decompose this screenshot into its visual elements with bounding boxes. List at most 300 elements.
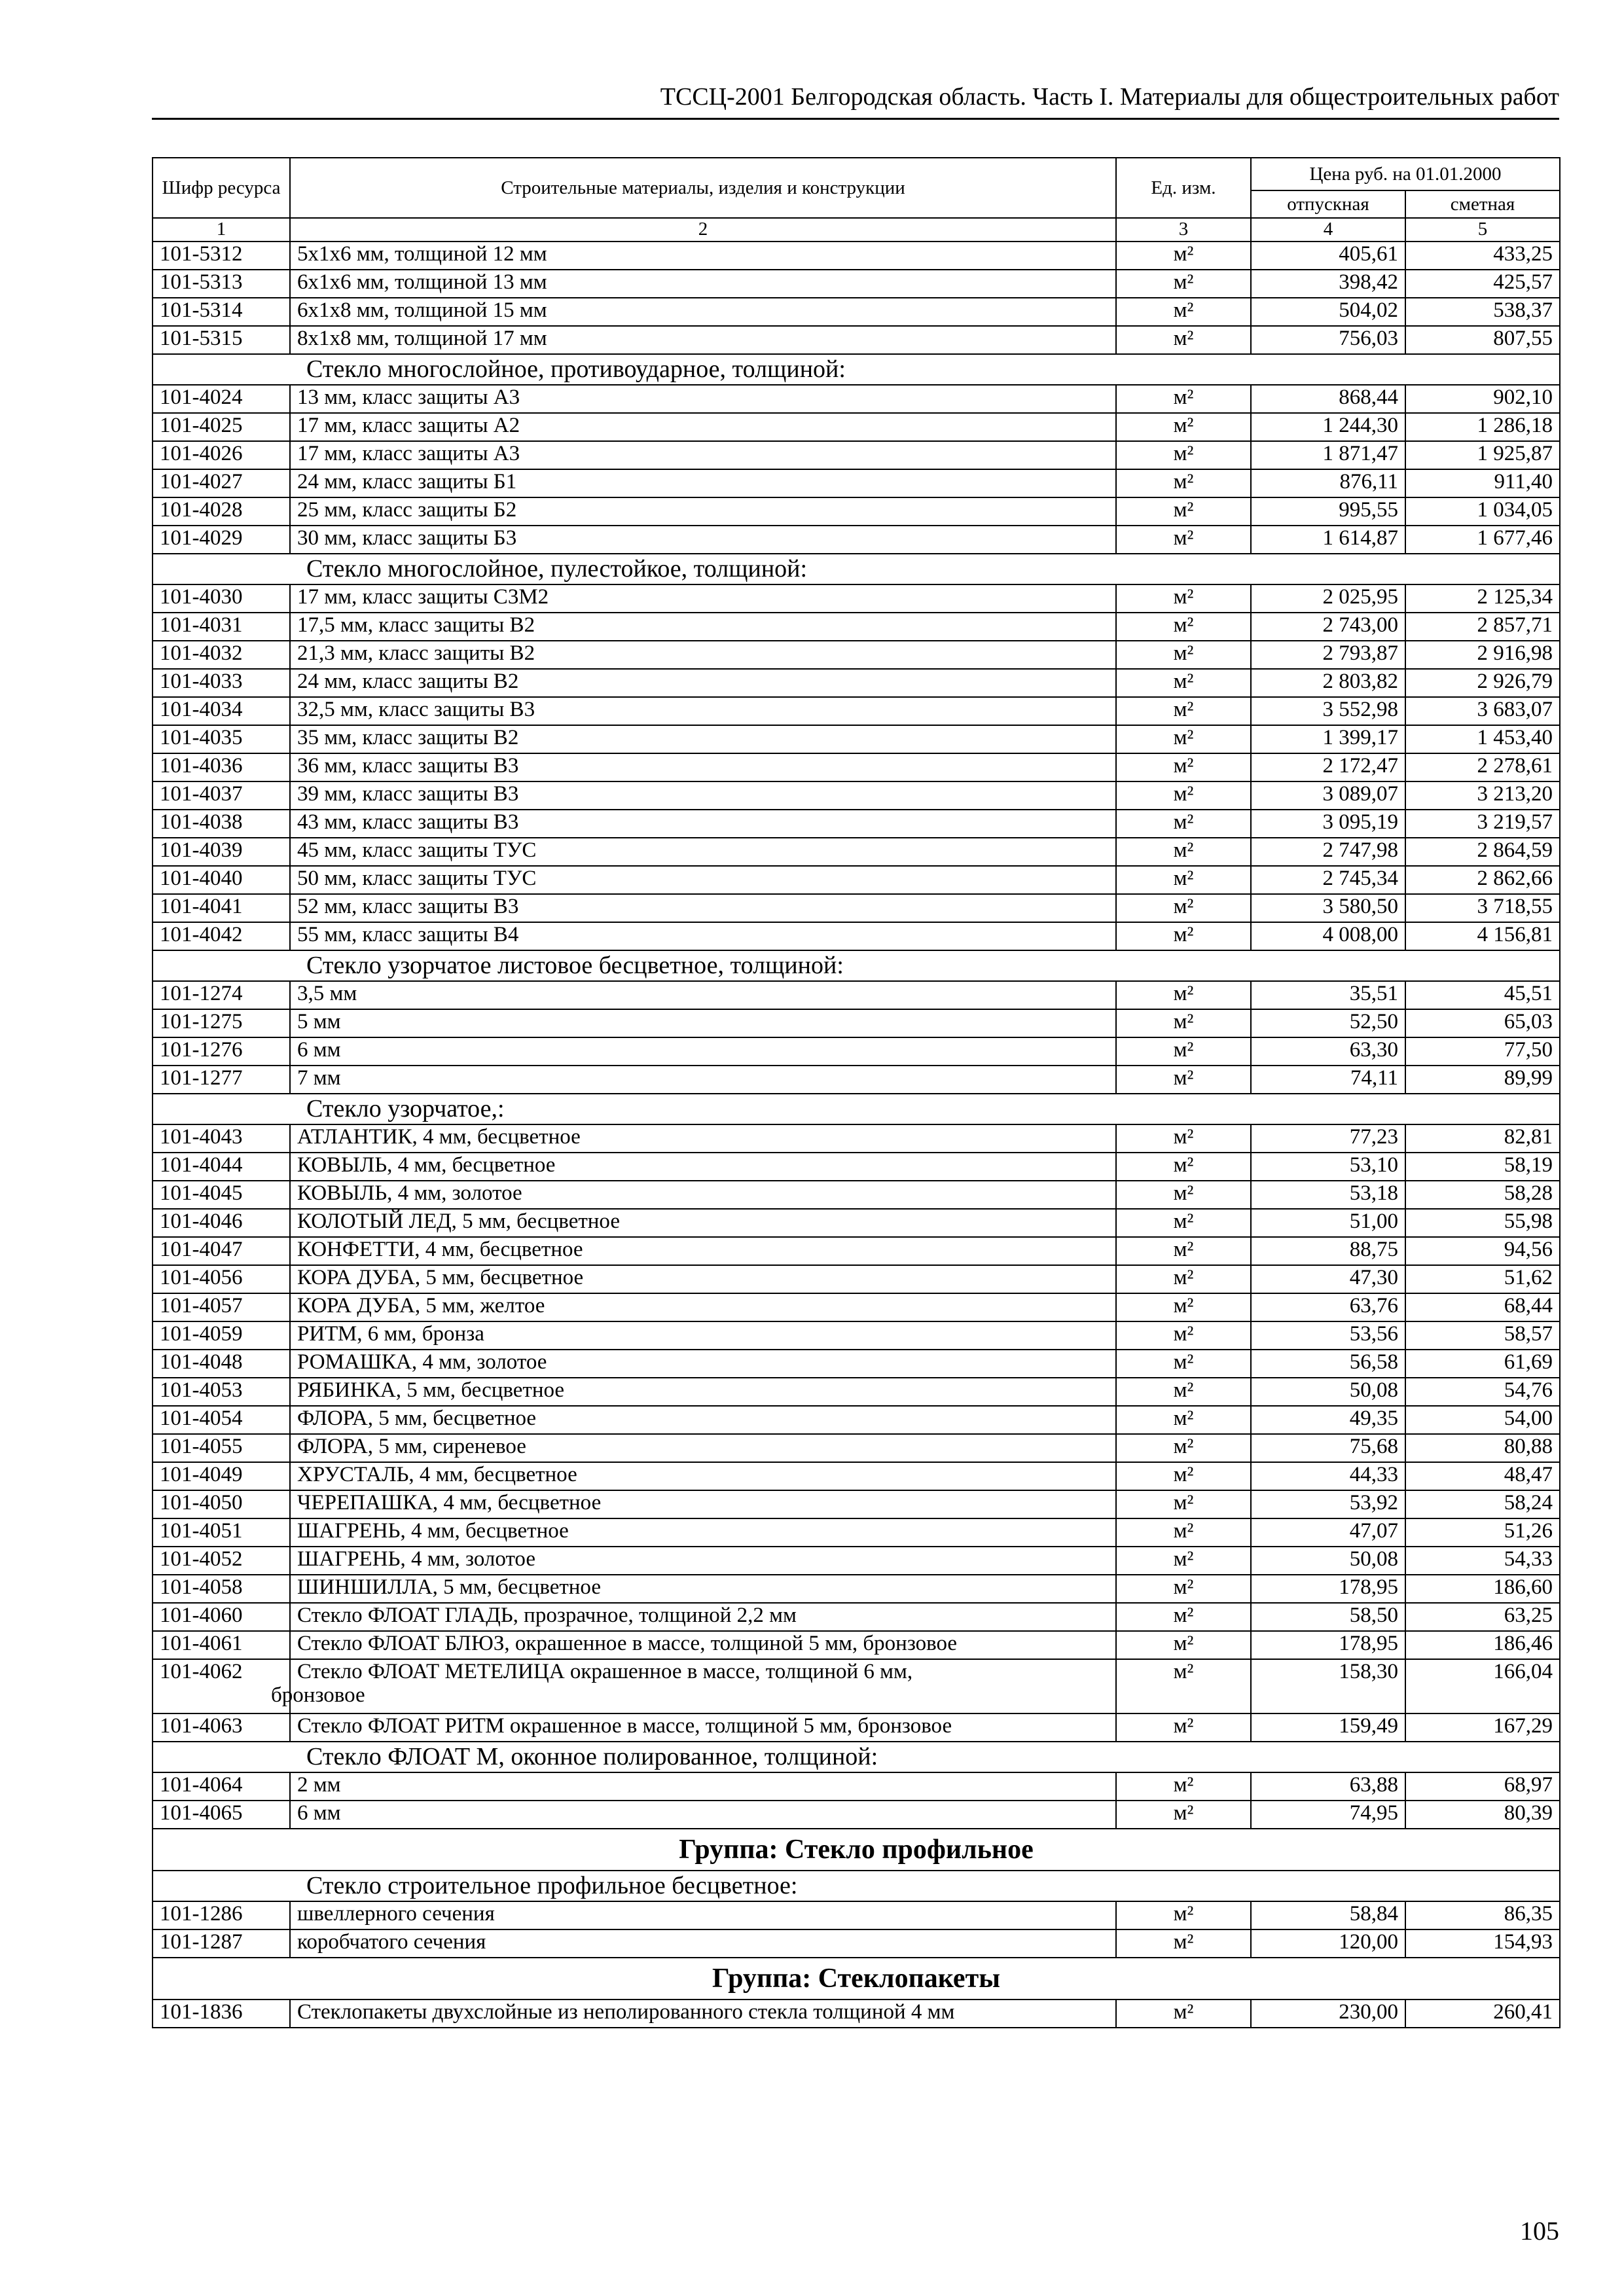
resource-code: 101-4051 [153, 1518, 290, 1547]
material-name: ФЛОРА, 5 мм, сиреневое [290, 1434, 1116, 1462]
section-subheading-row [153, 1871, 1560, 1901]
unit-of-measure: м² [1116, 1518, 1251, 1547]
material-name: ЧЕРЕПАШКА, 4 мм, бесцветное [290, 1490, 1116, 1518]
material-name: 6 мм [290, 1037, 1116, 1066]
unit-of-measure: м² [1116, 1378, 1251, 1406]
material-name: 17 мм, класс защиты С3М2 [290, 584, 1116, 613]
material-name: 52 мм, класс защиты В3 [290, 894, 1116, 922]
table-row [153, 838, 1560, 866]
unit-of-measure: м² [1116, 526, 1251, 554]
unit-of-measure: м² [1116, 385, 1251, 413]
table-row [153, 526, 1560, 554]
unit-of-measure: м² [1116, 669, 1251, 697]
resource-code: 101-4049 [153, 1462, 290, 1490]
table-row [153, 1575, 1560, 1603]
material-name: ШАГРЕНЬ, 4 мм, золотое [290, 1547, 1116, 1575]
resource-code: 101-4063 [153, 1713, 290, 1742]
resource-code: 101-4064 [153, 1772, 290, 1801]
estimate-price: 58,57 [1405, 1321, 1560, 1350]
header-rule [152, 118, 1559, 120]
col-header-name: Строительные материалы, изделия и конструкции [290, 158, 1116, 218]
resource-code: 101-4038 [153, 810, 290, 838]
material-name-line: Стекло ФЛОАТ МЕТЕЛИЦА окрашенное в массе, толщиной 6 мм, [297, 1660, 913, 1683]
release-price: 1 399,17 [1251, 725, 1405, 753]
table-row [153, 922, 1560, 950]
table-row [153, 413, 1560, 441]
release-price: 63,88 [1251, 1772, 1405, 1801]
release-price: 77,23 [1251, 1124, 1405, 1153]
release-price: 2 743,00 [1251, 613, 1405, 641]
release-price: 52,50 [1251, 1009, 1405, 1037]
release-price: 178,95 [1251, 1575, 1405, 1603]
table-row [153, 441, 1560, 469]
table-row [153, 1037, 1560, 1066]
resource-code: 101-5312 [153, 242, 290, 270]
col-header-unit: Ед. изм. [1116, 158, 1251, 218]
table-row [153, 270, 1560, 298]
table-row [153, 497, 1560, 526]
estimate-price: 260,41 [1405, 2000, 1560, 2028]
material-name: КОВЫЛЬ, 4 мм, бесцветное [290, 1153, 1116, 1181]
estimate-price: 154,93 [1405, 1929, 1560, 1958]
material-name: 7 мм [290, 1066, 1116, 1094]
unit-of-measure: м² [1116, 413, 1251, 441]
table-row [153, 2000, 1560, 2028]
col-header-price-group: Цена руб. на 01.01.2000 [1251, 158, 1560, 190]
estimate-price: 807,55 [1405, 326, 1560, 354]
table-row [153, 810, 1560, 838]
release-price: 2 172,47 [1251, 753, 1405, 781]
release-price: 1 871,47 [1251, 441, 1405, 469]
table-row [153, 242, 1560, 270]
estimate-price: 61,69 [1405, 1350, 1560, 1378]
resource-code: 101-4026 [153, 441, 290, 469]
resource-code: 101-4024 [153, 385, 290, 413]
resource-code: 101-4052 [153, 1547, 290, 1575]
estimate-price: 48,47 [1405, 1462, 1560, 1490]
release-price: 405,61 [1251, 242, 1405, 270]
material-name: ШИНШИЛЛА, 5 мм, бесцветное [290, 1575, 1116, 1603]
material-name: 6 мм [290, 1801, 1116, 1829]
col-number: 2 [290, 218, 1116, 242]
table-row [153, 1713, 1560, 1742]
material-name: КОРА ДУБА, 5 мм, бесцветное [290, 1265, 1116, 1293]
unit-of-measure: м² [1116, 1575, 1251, 1603]
material-name: ХРУСТАЛЬ, 4 мм, бесцветное [290, 1462, 1116, 1490]
resource-code: 101-1836 [153, 2000, 290, 2028]
table-row [153, 1631, 1560, 1659]
estimate-price: 3 718,55 [1405, 894, 1560, 922]
release-price: 1 614,87 [1251, 526, 1405, 554]
estimate-price: 902,10 [1405, 385, 1560, 413]
material-name: 36 мм, класс защиты В3 [290, 753, 1116, 781]
table-row [153, 725, 1560, 753]
table-row [153, 385, 1560, 413]
section-subheading: Стекло узорчатое листовое бесцветное, толщиной: [153, 950, 1560, 981]
release-price: 88,75 [1251, 1237, 1405, 1265]
release-price: 2 747,98 [1251, 838, 1405, 866]
material-name: Стекло ФЛОАТ РИТМ окрашенное в массе, толщиной 5 мм, бронзовое [290, 1713, 1116, 1742]
material-name: 25 мм, класс защиты Б2 [290, 497, 1116, 526]
table-row [153, 1518, 1560, 1547]
unit-of-measure: м² [1116, 894, 1251, 922]
resource-code: 101-4029 [153, 526, 290, 554]
table-row [153, 1547, 1560, 1575]
material-name: КОРА ДУБА, 5 мм, желтое [290, 1293, 1116, 1321]
unit-of-measure: м² [1116, 781, 1251, 810]
estimate-price: 54,33 [1405, 1547, 1560, 1575]
unit-of-measure: м² [1116, 1659, 1251, 1713]
unit-of-measure: м² [1116, 1490, 1251, 1518]
resource-code: 101-5314 [153, 298, 290, 326]
resource-code: 101-4058 [153, 1575, 290, 1603]
unit-of-measure: м² [1116, 1801, 1251, 1829]
release-price: 3 089,07 [1251, 781, 1405, 810]
unit-of-measure: м² [1116, 1603, 1251, 1631]
table-row [153, 1181, 1560, 1209]
group-heading-row [153, 1958, 1560, 2000]
release-price: 2 793,87 [1251, 641, 1405, 669]
estimate-price: 58,28 [1405, 1181, 1560, 1209]
resource-code: 101-1274 [153, 981, 290, 1009]
material-name: РИТМ, 6 мм, бронза [290, 1321, 1116, 1350]
unit-of-measure: м² [1116, 1713, 1251, 1742]
section-subheading-row [153, 1742, 1560, 1772]
estimate-price: 45,51 [1405, 981, 1560, 1009]
resource-code: 101-4053 [153, 1378, 290, 1406]
estimate-price: 80,88 [1405, 1434, 1560, 1462]
estimate-price: 82,81 [1405, 1124, 1560, 1153]
release-price: 53,10 [1251, 1153, 1405, 1181]
section-subheading-row [153, 950, 1560, 981]
resource-code: 101-1275 [153, 1009, 290, 1037]
resource-code: 101-4050 [153, 1490, 290, 1518]
estimate-price: 2 862,66 [1405, 866, 1560, 894]
table-row [153, 1378, 1560, 1406]
release-price: 178,95 [1251, 1631, 1405, 1659]
release-price: 3 095,19 [1251, 810, 1405, 838]
resource-code: 101-4042 [153, 922, 290, 950]
release-price: 74,95 [1251, 1801, 1405, 1829]
estimate-price: 1 453,40 [1405, 725, 1560, 753]
material-name: КОВЫЛЬ, 4 мм, золотое [290, 1181, 1116, 1209]
material-name: швеллерного сечения [290, 1901, 1116, 1929]
table-row [153, 669, 1560, 697]
estimate-price: 58,24 [1405, 1490, 1560, 1518]
resource-code: 101-4030 [153, 584, 290, 613]
table-row [153, 1124, 1560, 1153]
table-row [153, 1237, 1560, 1265]
unit-of-measure: м² [1116, 1462, 1251, 1490]
table-row [153, 613, 1560, 641]
group-heading-row [153, 1829, 1560, 1871]
release-price: 53,18 [1251, 1181, 1405, 1209]
table-row [153, 1490, 1560, 1518]
col-number: 1 [153, 218, 290, 242]
col-number: 5 [1405, 218, 1560, 242]
material-name: 5 мм [290, 1009, 1116, 1037]
release-price: 44,33 [1251, 1462, 1405, 1490]
estimate-price: 2 864,59 [1405, 838, 1560, 866]
resource-code: 101-4037 [153, 781, 290, 810]
col-header-code: Шифр ресурса [153, 158, 290, 218]
table-row [153, 1265, 1560, 1293]
material-name: КОНФЕТТИ, 4 мм, бесцветное [290, 1237, 1116, 1265]
estimate-price: 58,19 [1405, 1153, 1560, 1181]
resource-code: 101-4059 [153, 1321, 290, 1350]
estimate-price: 186,46 [1405, 1631, 1560, 1659]
estimate-price: 65,03 [1405, 1009, 1560, 1037]
estimate-price: 425,57 [1405, 270, 1560, 298]
estimate-price: 1 286,18 [1405, 413, 1560, 441]
material-name: 8x1x8 мм, толщиной 17 мм [290, 326, 1116, 354]
column-number-row [153, 218, 1560, 242]
material-name-line: бронзовое [271, 1683, 365, 1707]
unit-of-measure: м² [1116, 641, 1251, 669]
resource-code: 101-1277 [153, 1066, 290, 1094]
material-name: 50 мм, класс защиты ТУС [290, 866, 1116, 894]
resource-code: 101-4056 [153, 1265, 290, 1293]
material-name: 17 мм, класс защиты А3 [290, 441, 1116, 469]
resource-code: 101-4045 [153, 1181, 290, 1209]
release-price: 49,35 [1251, 1406, 1405, 1434]
unit-of-measure: м² [1116, 922, 1251, 950]
unit-of-measure: м² [1116, 1181, 1251, 1209]
table-row [153, 1293, 1560, 1321]
release-price: 158,30 [1251, 1659, 1405, 1713]
material-name: 6x1x8 мм, толщиной 15 мм [290, 298, 1116, 326]
unit-of-measure: м² [1116, 753, 1251, 781]
release-price: 47,07 [1251, 1518, 1405, 1547]
release-price: 53,56 [1251, 1321, 1405, 1350]
resource-code: 101-4034 [153, 697, 290, 725]
material-name: Стеклопакеты двухслойные из неполированного стекла толщиной 4 мм [290, 2000, 1116, 2028]
material-name: АТЛАНТИК, 4 мм, бесцветное [290, 1124, 1116, 1153]
material-name: 2 мм [290, 1772, 1116, 1801]
table-row [153, 1929, 1560, 1958]
col-number: 3 [1116, 218, 1251, 242]
table-row [153, 697, 1560, 725]
unit-of-measure: м² [1116, 1153, 1251, 1181]
table-row [153, 1801, 1560, 1829]
release-price: 2 803,82 [1251, 669, 1405, 697]
table-row [153, 469, 1560, 497]
release-price: 120,00 [1251, 1929, 1405, 1958]
table-row [153, 753, 1560, 781]
material-name: КОЛОТЫЙ ЛЕД, 5 мм, бесцветное [290, 1209, 1116, 1237]
resource-code: 101-5313 [153, 270, 290, 298]
resource-code: 101-5315 [153, 326, 290, 354]
material-name: 55 мм, класс защиты В4 [290, 922, 1116, 950]
resource-code: 101-4061 [153, 1631, 290, 1659]
section-subheading: Стекло многослойное, пулестойкое, толщиной: [153, 554, 1560, 584]
table-row [153, 584, 1560, 613]
estimate-price: 54,00 [1405, 1406, 1560, 1434]
resource-code: 101-1287 [153, 1929, 290, 1958]
release-price: 1 244,30 [1251, 413, 1405, 441]
section-subheading: Стекло ФЛОАТ М, оконное полированное, толщиной: [153, 1742, 1560, 1772]
table-row [153, 1462, 1560, 1490]
unit-of-measure: м² [1116, 1406, 1251, 1434]
estimate-price: 1 034,05 [1405, 497, 1560, 526]
estimate-price: 3 213,20 [1405, 781, 1560, 810]
unit-of-measure: м² [1116, 1009, 1251, 1037]
release-price: 58,84 [1251, 1901, 1405, 1929]
table-row [153, 298, 1560, 326]
estimate-price: 3 219,57 [1405, 810, 1560, 838]
section-subheading: Стекло многослойное, противоударное, толщиной: [153, 354, 1560, 385]
estimate-price: 911,40 [1405, 469, 1560, 497]
resource-code: 101-4033 [153, 669, 290, 697]
section-subheading: Стекло строительное профильное бесцветное: [153, 1871, 1560, 1901]
material-name: коробчатого сечения [290, 1929, 1116, 1958]
unit-of-measure: м² [1116, 584, 1251, 613]
estimate-price: 77,50 [1405, 1037, 1560, 1066]
release-price: 56,58 [1251, 1350, 1405, 1378]
material-name: Стекло ФЛОАТ БЛЮЗ, окрашенное в массе, толщиной 5 мм, бронзовое [290, 1631, 1116, 1659]
table-row [153, 894, 1560, 922]
material-name: РОМАШКА, 4 мм, золотое [290, 1350, 1116, 1378]
estimate-price: 2 926,79 [1405, 669, 1560, 697]
estimate-price: 1 925,87 [1405, 441, 1560, 469]
resource-code: 101-1286 [153, 1901, 290, 1929]
release-price: 3 552,98 [1251, 697, 1405, 725]
release-price: 53,92 [1251, 1490, 1405, 1518]
material-name: 17,5 мм, класс защиты В2 [290, 613, 1116, 641]
estimate-price: 1 677,46 [1405, 526, 1560, 554]
section-subheading-row [153, 1094, 1560, 1124]
material-name [271, 1659, 1116, 1713]
estimate-price: 63,25 [1405, 1603, 1560, 1631]
col-number: 4 [1251, 218, 1405, 242]
group-heading: Группа: Стеклопакеты [153, 1958, 1560, 2000]
unit-of-measure: м² [1116, 1929, 1251, 1958]
table-row [153, 1901, 1560, 1929]
unit-of-measure: м² [1116, 697, 1251, 725]
material-name: 30 мм, класс защиты Б3 [290, 526, 1116, 554]
estimate-price: 68,44 [1405, 1293, 1560, 1321]
estimate-price: 51,26 [1405, 1518, 1560, 1547]
release-price: 35,51 [1251, 981, 1405, 1009]
table-row [153, 866, 1560, 894]
resource-code: 101-4048 [153, 1350, 290, 1378]
unit-of-measure: м² [1116, 981, 1251, 1009]
resource-code: 101-4057 [153, 1293, 290, 1321]
release-price: 4 008,00 [1251, 922, 1405, 950]
material-name: 43 мм, класс защиты В3 [290, 810, 1116, 838]
release-price: 3 580,50 [1251, 894, 1405, 922]
release-price: 159,49 [1251, 1713, 1405, 1742]
resource-code: 101-4055 [153, 1434, 290, 1462]
unit-of-measure: м² [1116, 441, 1251, 469]
release-price: 2 025,95 [1251, 584, 1405, 613]
table-row [153, 326, 1560, 354]
estimate-price: 80,39 [1405, 1801, 1560, 1829]
unit-of-measure: м² [1116, 725, 1251, 753]
release-price: 63,76 [1251, 1293, 1405, 1321]
release-price: 74,11 [1251, 1066, 1405, 1094]
material-name: 24 мм, класс защиты В2 [290, 669, 1116, 697]
resource-code: 101-4040 [153, 866, 290, 894]
resource-code: 101-4054 [153, 1406, 290, 1434]
material-name: 32,5 мм, класс защиты В3 [290, 697, 1116, 725]
resource-code: 101-4065 [153, 1801, 290, 1829]
col-header-price-release: отпускная [1251, 190, 1405, 218]
material-name: 6x1x6 мм, толщиной 13 мм [290, 270, 1116, 298]
material-name: 39 мм, класс защиты В3 [290, 781, 1116, 810]
table-row [153, 1659, 1560, 1713]
resource-code: 101-4039 [153, 838, 290, 866]
unit-of-measure: м² [1116, 810, 1251, 838]
material-name: 24 мм, класс защиты Б1 [290, 469, 1116, 497]
resource-code: 101-4027 [153, 469, 290, 497]
estimate-price: 166,04 [1405, 1659, 1560, 1713]
unit-of-measure: м² [1116, 1547, 1251, 1575]
estimate-price: 86,35 [1405, 1901, 1560, 1929]
estimate-price: 51,62 [1405, 1265, 1560, 1293]
estimate-price: 3 683,07 [1405, 697, 1560, 725]
resource-code: 101-4041 [153, 894, 290, 922]
estimate-price: 68,97 [1405, 1772, 1560, 1801]
material-name: 21,3 мм, класс защиты В2 [290, 641, 1116, 669]
table-row [153, 1772, 1560, 1801]
release-price: 63,30 [1251, 1037, 1405, 1066]
release-price: 2 745,34 [1251, 866, 1405, 894]
unit-of-measure: м² [1116, 1631, 1251, 1659]
resource-code: 101-4028 [153, 497, 290, 526]
release-price: 398,42 [1251, 270, 1405, 298]
unit-of-measure: м² [1116, 1066, 1251, 1094]
unit-of-measure: м² [1116, 497, 1251, 526]
estimate-price: 89,99 [1405, 1066, 1560, 1094]
resource-code: 101-4044 [153, 1153, 290, 1181]
material-name: 35 мм, класс защиты В2 [290, 725, 1116, 753]
estimate-price: 54,76 [1405, 1378, 1560, 1406]
table-row [153, 1350, 1560, 1378]
release-price: 504,02 [1251, 298, 1405, 326]
resource-code: 101-4047 [153, 1237, 290, 1265]
unit-of-measure: м² [1116, 326, 1251, 354]
unit-of-measure: м² [1116, 1237, 1251, 1265]
estimate-price: 55,98 [1405, 1209, 1560, 1237]
running-header: ТССЦ-2001 Белгородская область. Часть I. Материалы для общестроительных работ [660, 83, 1559, 111]
release-price: 50,08 [1251, 1378, 1405, 1406]
table-row [153, 1066, 1560, 1094]
unit-of-measure: м² [1116, 1293, 1251, 1321]
material-name: 45 мм, класс защиты ТУС [290, 838, 1116, 866]
resource-code: 101-1276 [153, 1037, 290, 1066]
table-row [153, 1321, 1560, 1350]
table-row [153, 1434, 1560, 1462]
estimate-price: 433,25 [1405, 242, 1560, 270]
price-table [152, 157, 1561, 2028]
unit-of-measure: м² [1116, 838, 1251, 866]
page-number: 105 [1520, 2216, 1559, 2246]
unit-of-measure: м² [1116, 2000, 1251, 2028]
table-row [153, 981, 1560, 1009]
estimate-price: 538,37 [1405, 298, 1560, 326]
unit-of-measure: м² [1116, 469, 1251, 497]
unit-of-measure: м² [1116, 270, 1251, 298]
unit-of-measure: м² [1116, 1037, 1251, 1066]
estimate-price: 2 278,61 [1405, 753, 1560, 781]
table-row [153, 1009, 1560, 1037]
estimate-price: 167,29 [1405, 1713, 1560, 1742]
release-price: 995,55 [1251, 497, 1405, 526]
table-row [153, 1209, 1560, 1237]
release-price: 756,03 [1251, 326, 1405, 354]
table-row [153, 1603, 1560, 1631]
